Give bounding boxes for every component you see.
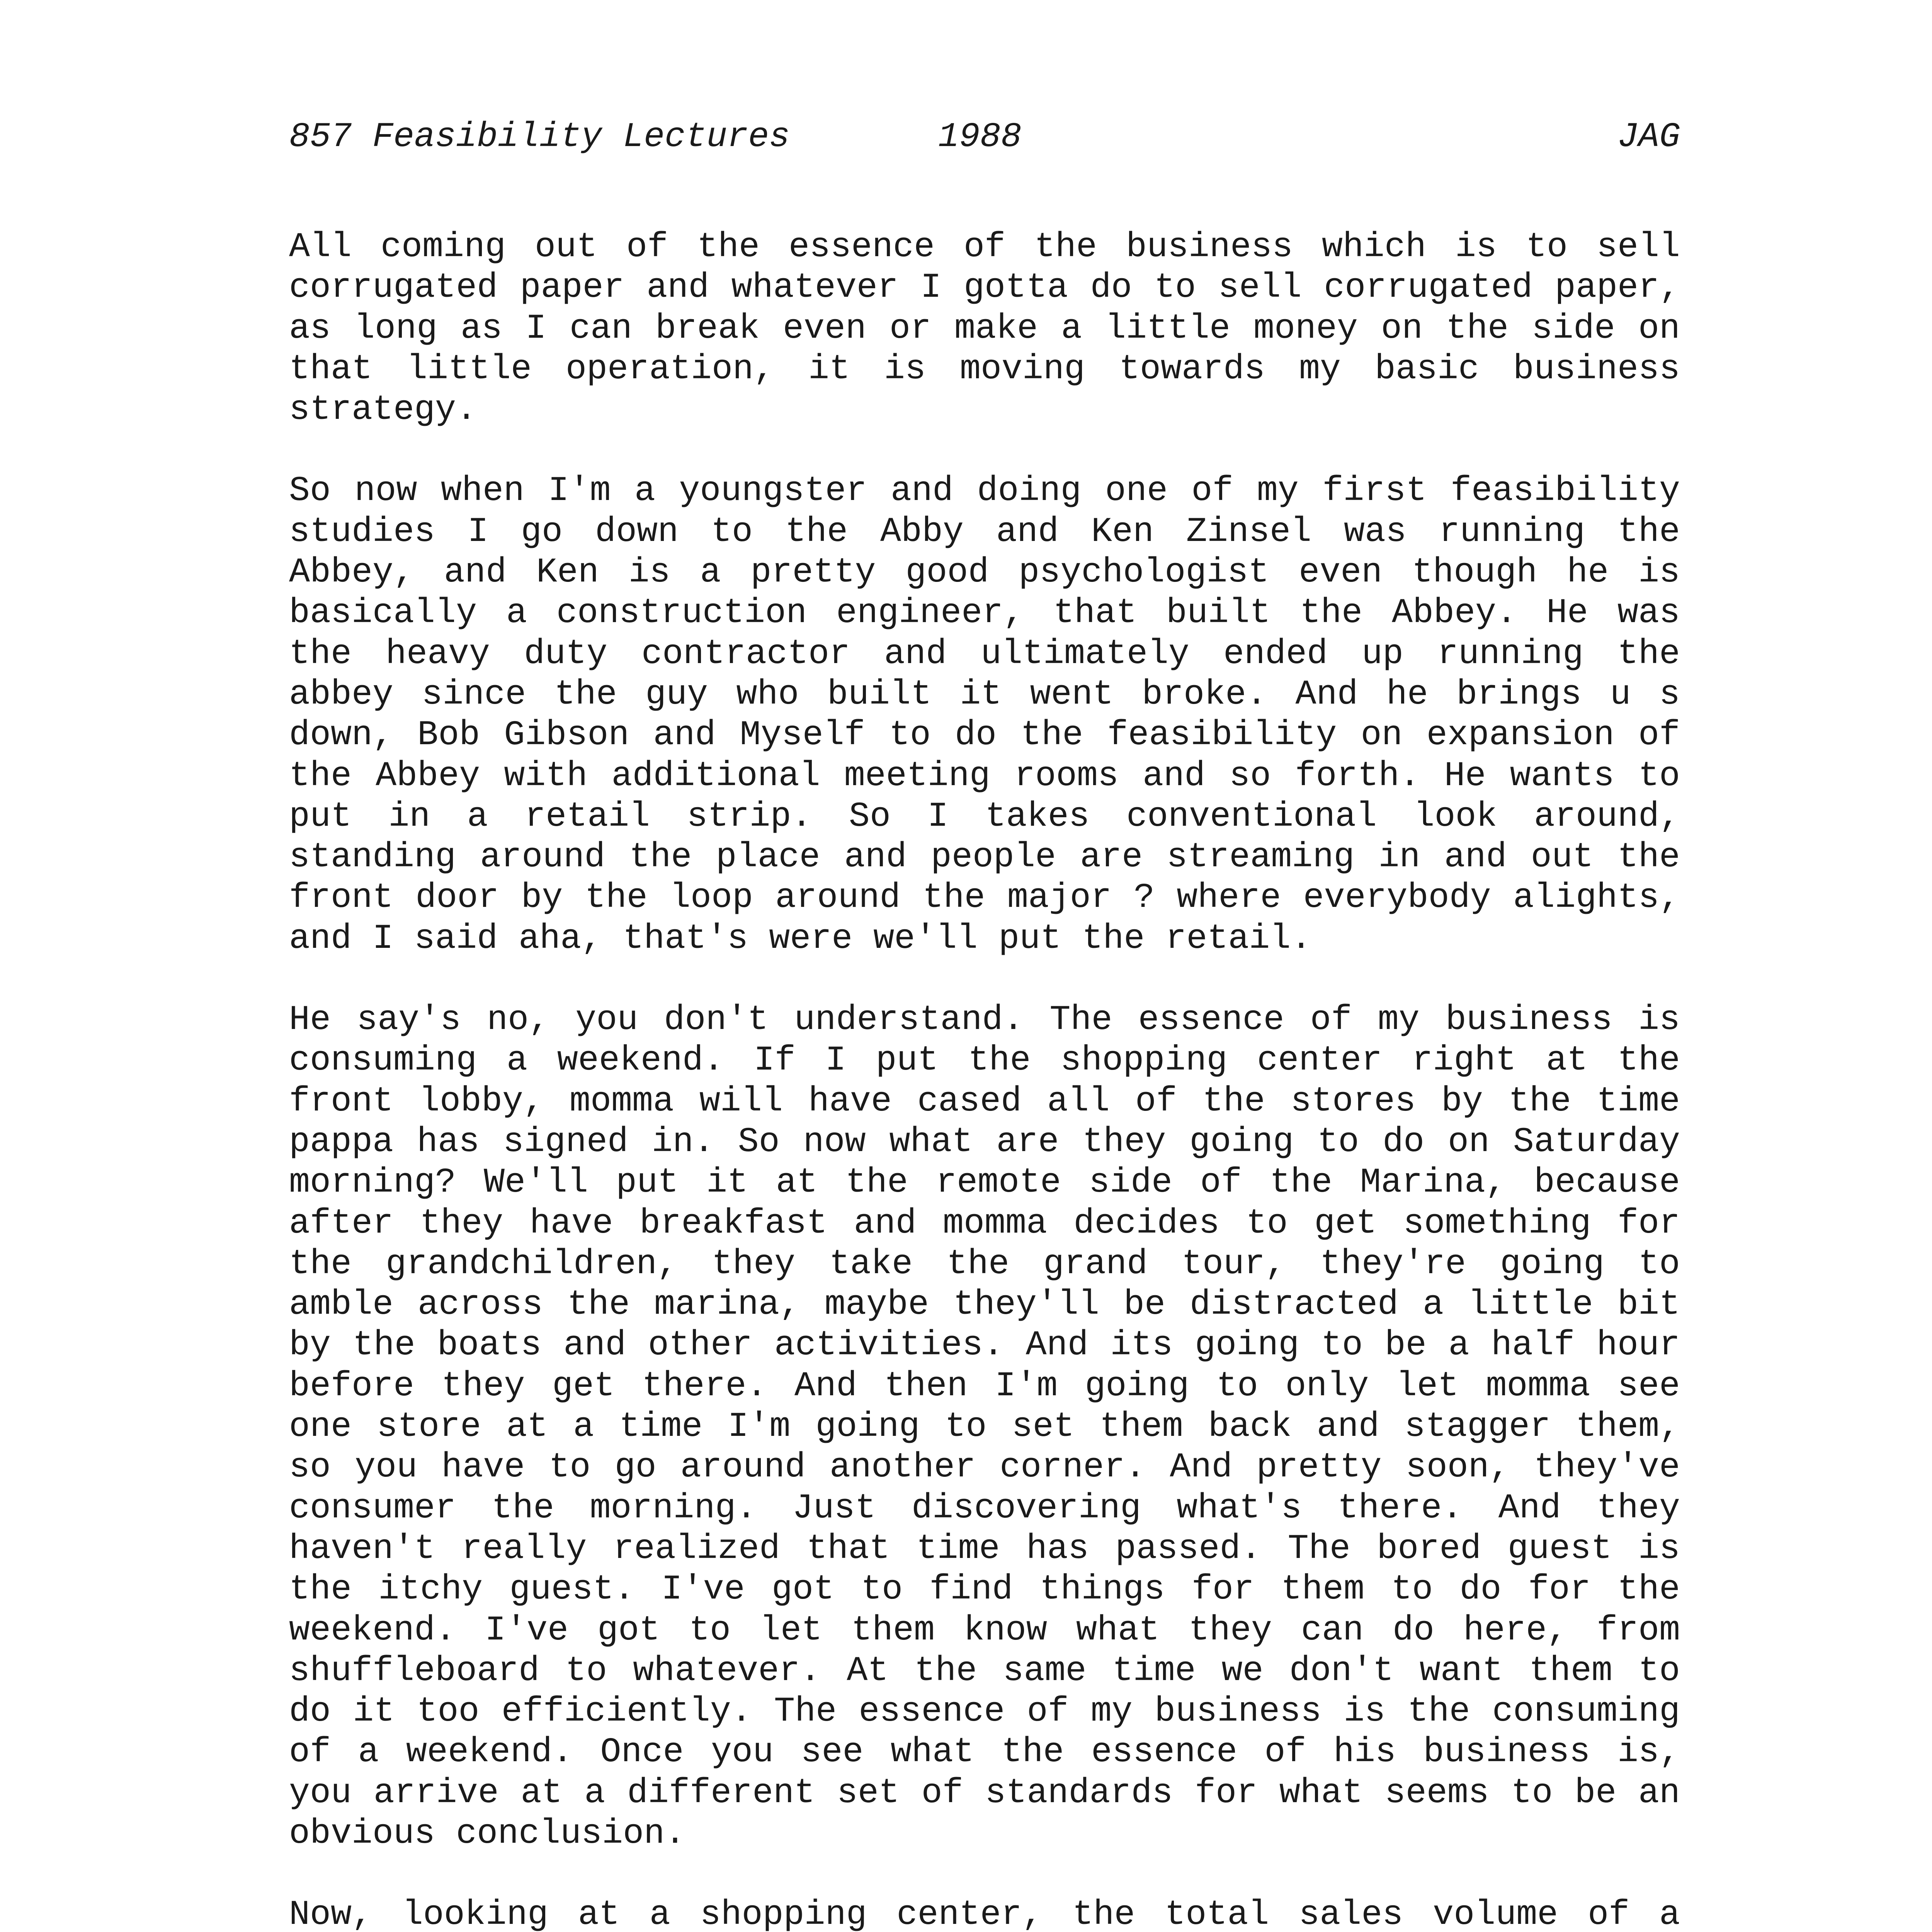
body-text [289,227,1680,1932]
paragraph: Now, looking at a shopping center, the total sales volume of a [289,1895,1680,1932]
running-header [289,110,1680,164]
paragraph: All coming out of the essence of the business which is to sell corrugated paper and whatever I gotta do to sell corrugated paper, as long as I can break even or make a little money on the side on that little operation, it is moving towards my basic business strategy. [289,228,1680,430]
header-title: 857 Feasibility Lectures [289,117,790,157]
header-initials: JAG [1617,117,1680,157]
header-year: 1988 [938,117,1022,157]
paragraph: So now when I'm a youngster and doing one of my first feasibility studies I go down to the Abby and Ken Zinsel was running the Abbey, and Ken is a pretty good psychologist even though he is basically a construction engineer, that built the Abbey. He was the heavy duty contractor and ultimately ended up running the abbey since the guy who built it went broke. And he brings u s down, Bob Gibson and Myself to do the feasibility on expansion of the Abbey with additional meeting rooms and so forth. He wants to put in a retail strip. So I takes conventional look around, standing around the place and people are streaming in and out the front door by the loop around the major ? where everybody alights, and I said aha, that's were we'll put the retail. [289,471,1680,959]
paragraph: He say's no, you don't understand. The essence of my business is consuming a weekend. If I put the shopping center right at the front lobby, momma will have cased all of the stores by the time pappa has signed in. So now what are they going to do on Saturday morning? We'll put it at the remote side of the Marina, because after they have breakfast and momma decides to get something for the grandchildren, they take the grand tour, they're going to amble across the marina, maybe they'll be distracted a little bit by the boats and other activities. And its going to be a half hour before they get there. And then I'm going to only let momma see one store at a time I'm going to set them back and stagger them, so you have to go around another corner. And pretty soon, they've consumer the morning. Just discovering what's there. And they haven't really realized that time has passed. The bored guest is the itchy guest. I've got to find things for them to do for the weekend. I've got to let them know what they can do here, from shuffleboard to whatever. At the same time we don't want them to do it too efficiently. The essence of my business is the consuming of a weekend. Once you see what the essence of his business is, you arrive at a different set of standards for what seems to be an obvious conclusion. [289,1000,1680,1854]
